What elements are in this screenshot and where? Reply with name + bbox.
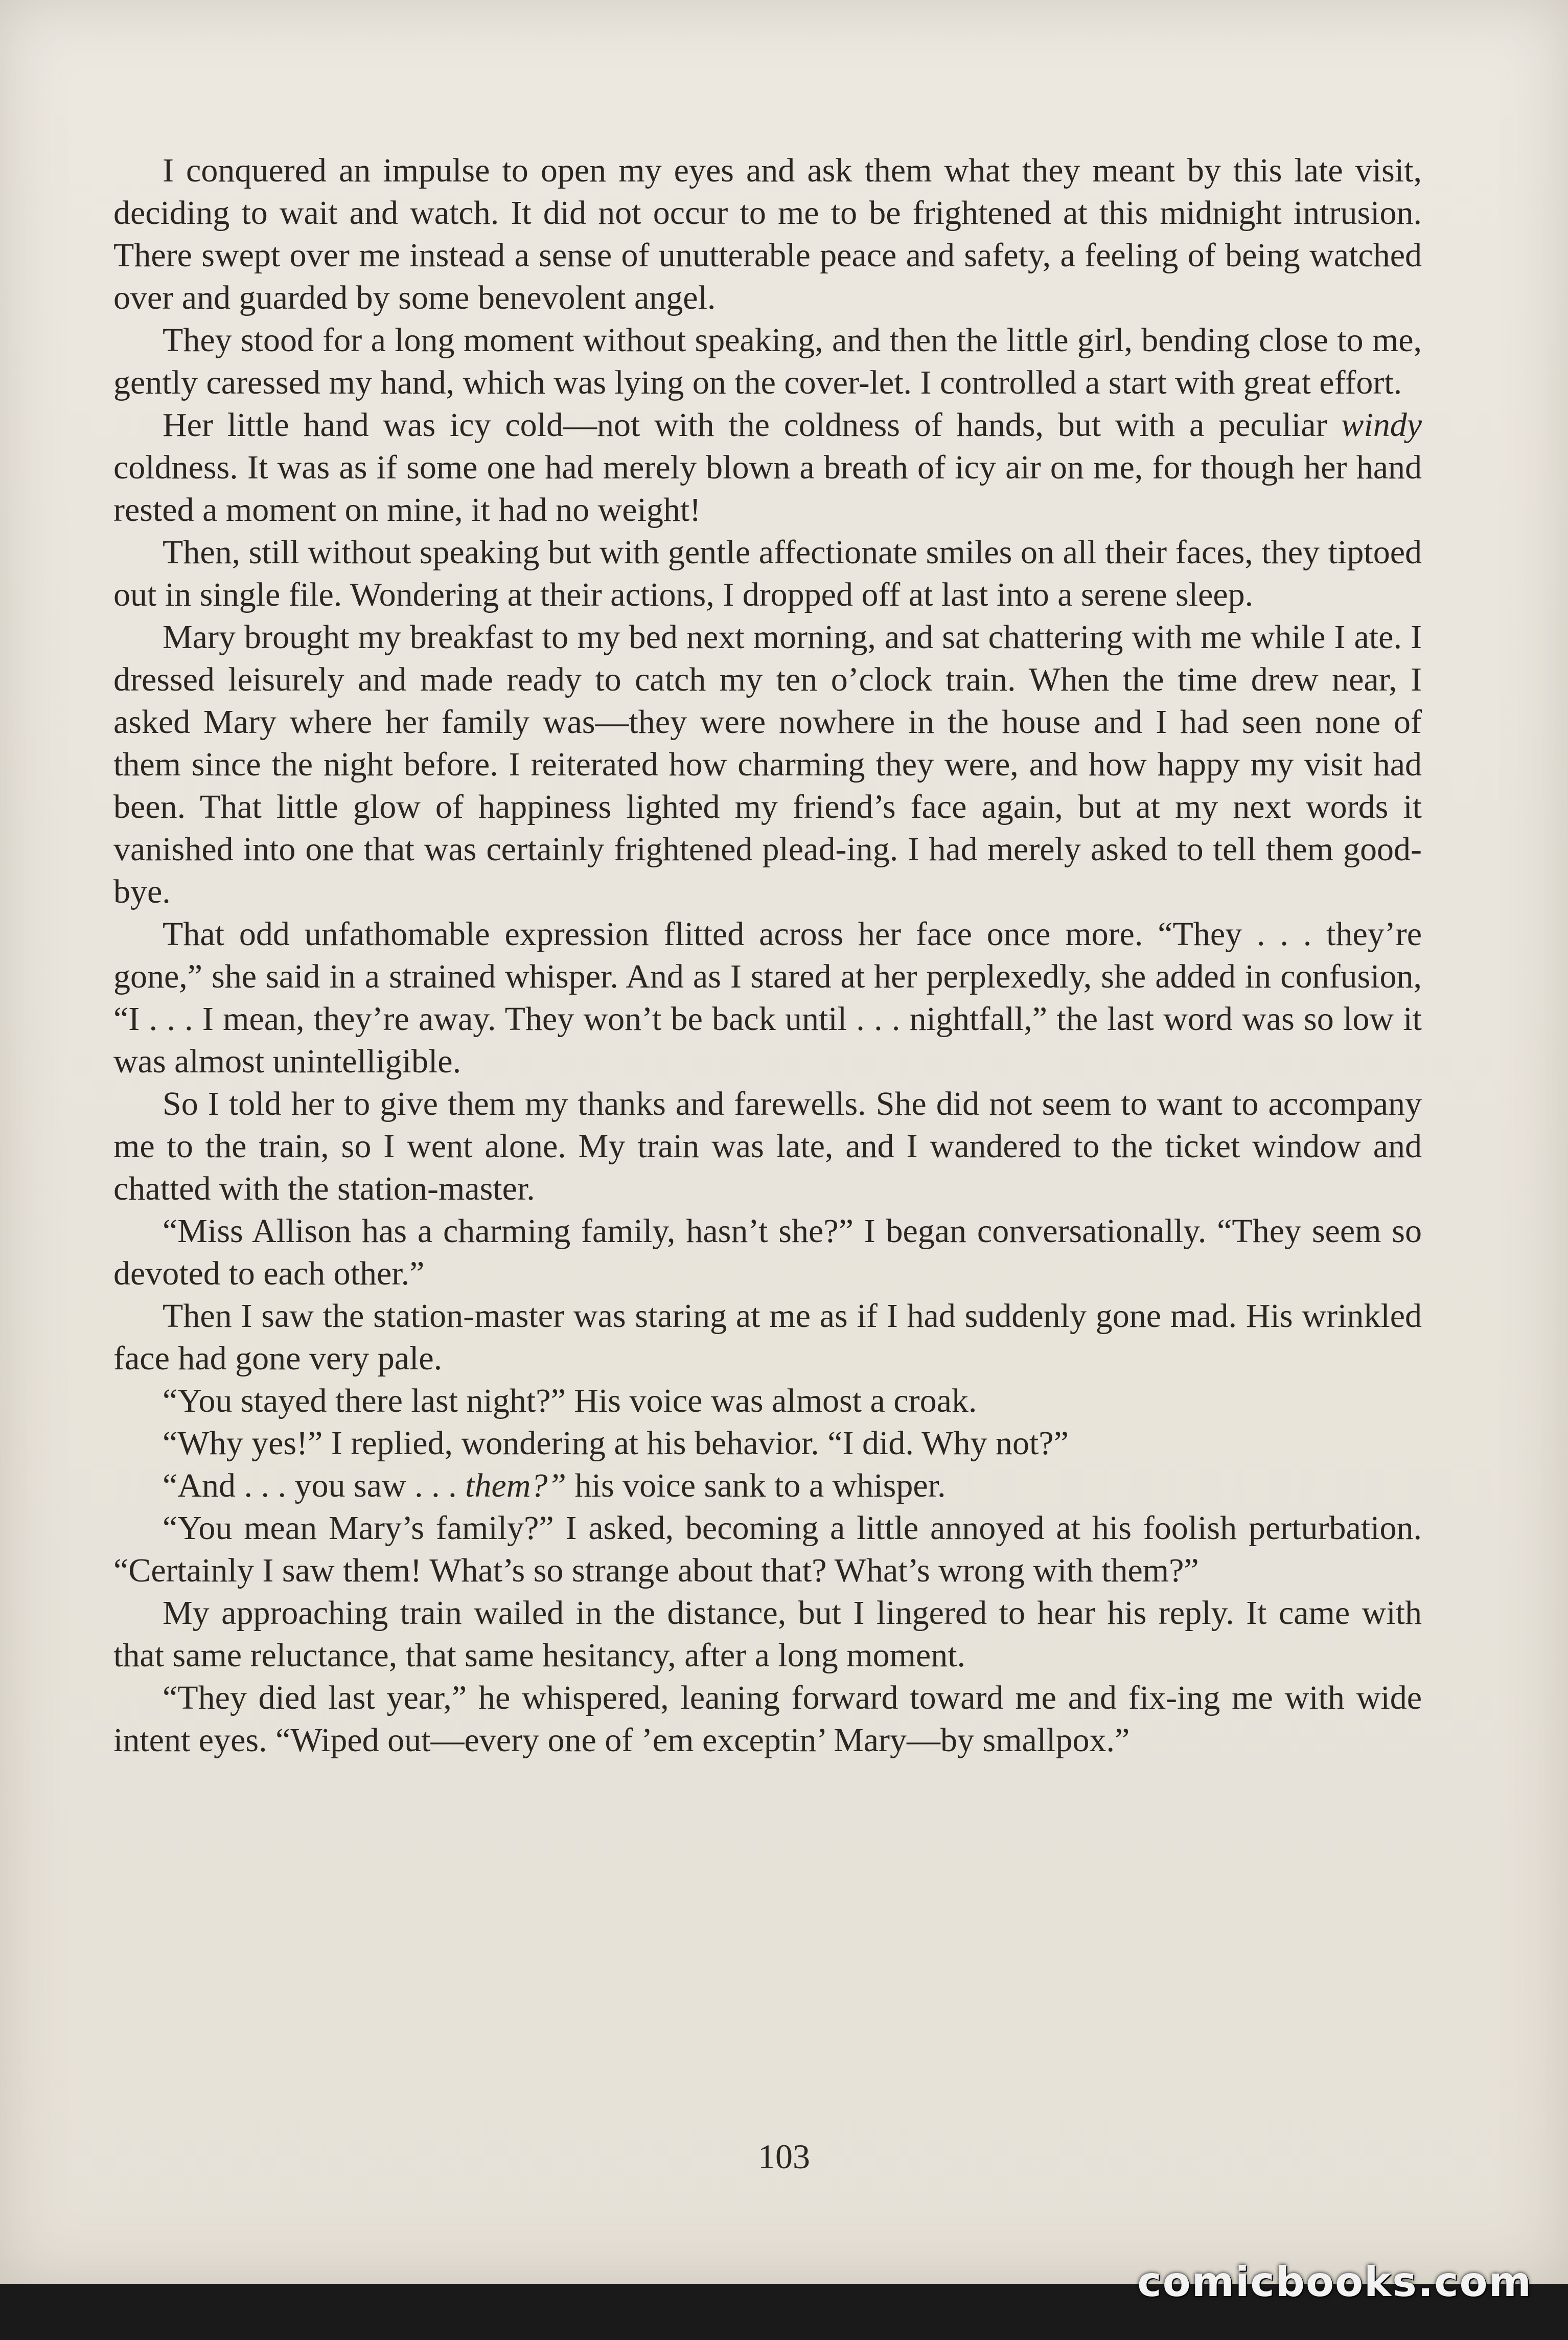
paragraph: That odd unfathomable expression flitted across her face once more. “They . . . they’re gone,” she said in a strained whisper. And as I stared at her perplexedly, she added in confusion, “I . . . I mean, they’re away. They won’t be back until . . . nightfall,” the last word was so low it was almost unintelligible. bbox=[113, 915, 1422, 1080]
paragraph-text: “And . . . you saw . . . bbox=[163, 1467, 466, 1504]
paragraph: I conquered an impulse to open my eyes and ask them what they meant by this late visit, deciding to wait and watch. It did not occur to me to be frightened at this midnight intrusion. There swept over me instead a sense of unutterable peace and safety, a feeling of being watched over and guarded by some benevolent angel. bbox=[113, 152, 1422, 316]
paragraph: “They died last year,” he whispered, leaning forward toward me and fix-ing me with wide intent eyes. “Wiped out—every one of ’em exceptin’ Mary—by smallpox.” bbox=[113, 1679, 1422, 1759]
paragraph: They stood for a long moment without speaking, and then the little girl, bending close to me, gently caressed my hand, which was lying on the cover-let. I controlled a start with great effort. bbox=[113, 322, 1422, 401]
paragraph: So I told her to give them my thanks and farewells. She did not seem to want to accompany me to the train, so I went alone. My train was late, and I wandered to the ticket window and chatted with the station-master. bbox=[113, 1085, 1422, 1207]
paragraph-text: his voice sank to a whisper. bbox=[566, 1467, 946, 1504]
page-number: 103 bbox=[758, 2137, 810, 2176]
paragraph bbox=[113, 404, 1422, 531]
paragraph-text: coldness. It was as if some one had merely blown a breath of icy air on me, for though her hand rested a moment on mine, it had no weight! bbox=[113, 449, 1422, 529]
paragraph-text: Her little hand was icy cold—not with the coldness of hands, but with a peculiar bbox=[163, 406, 1342, 444]
paragraph: “You stayed there last night?” His voice was almost a croak. bbox=[163, 1382, 977, 1419]
paragraph: My approaching train wailed in the distance, but I lingered to hear his reply. It came with that same reluctance, that same hesitancy, after a long moment. bbox=[113, 1594, 1422, 1674]
story-text bbox=[113, 149, 1422, 1761]
paragraph: Then, still without speaking but with gentle affectionate smiles on all their faces, they tiptoed out in single file. Wondering at their actions, I dropped off at last into a serene sleep. bbox=[113, 534, 1422, 613]
paragraph: “Why yes!” I replied, wondering at his behavior. “I did. Why not?” bbox=[163, 1425, 1069, 1462]
paragraph: Mary brought my breakfast to my bed next morning, and sat chattering with me while I ate. I dressed leisurely and made ready to catch my ten o’clock train. When the time drew near, I asked Mary where her family was—they were nowhere in the house and I had seen none of them since the night before. I reiterated how charming they were, and how happy my visit had been. That little glow of happiness lighted my friend’s face again, but at my next words it vanished into one that was certainly frightened plead-ing. I had merely asked to tell them good-bye. bbox=[113, 618, 1422, 910]
italic-word: windy bbox=[1341, 406, 1422, 444]
paragraph bbox=[113, 1464, 1422, 1507]
paragraph: “You mean Mary’s family?” I asked, becoming a little annoyed at his foolish perturbation. “Certainly I saw them! What’s so strange about that? What’s wrong with them?” bbox=[113, 1509, 1422, 1589]
italic-word: them?” bbox=[465, 1467, 567, 1504]
watermark-logo: comicbooks.com bbox=[1137, 2258, 1532, 2306]
paragraph: Then I saw the station-master was staring at me as if I had suddenly gone mad. His wrinkled face had gone very pale. bbox=[113, 1297, 1422, 1377]
paragraph: “Miss Allison has a charming family, hasn’t she?” I began conversationally. “They seem so devoted to each other.” bbox=[113, 1212, 1422, 1292]
